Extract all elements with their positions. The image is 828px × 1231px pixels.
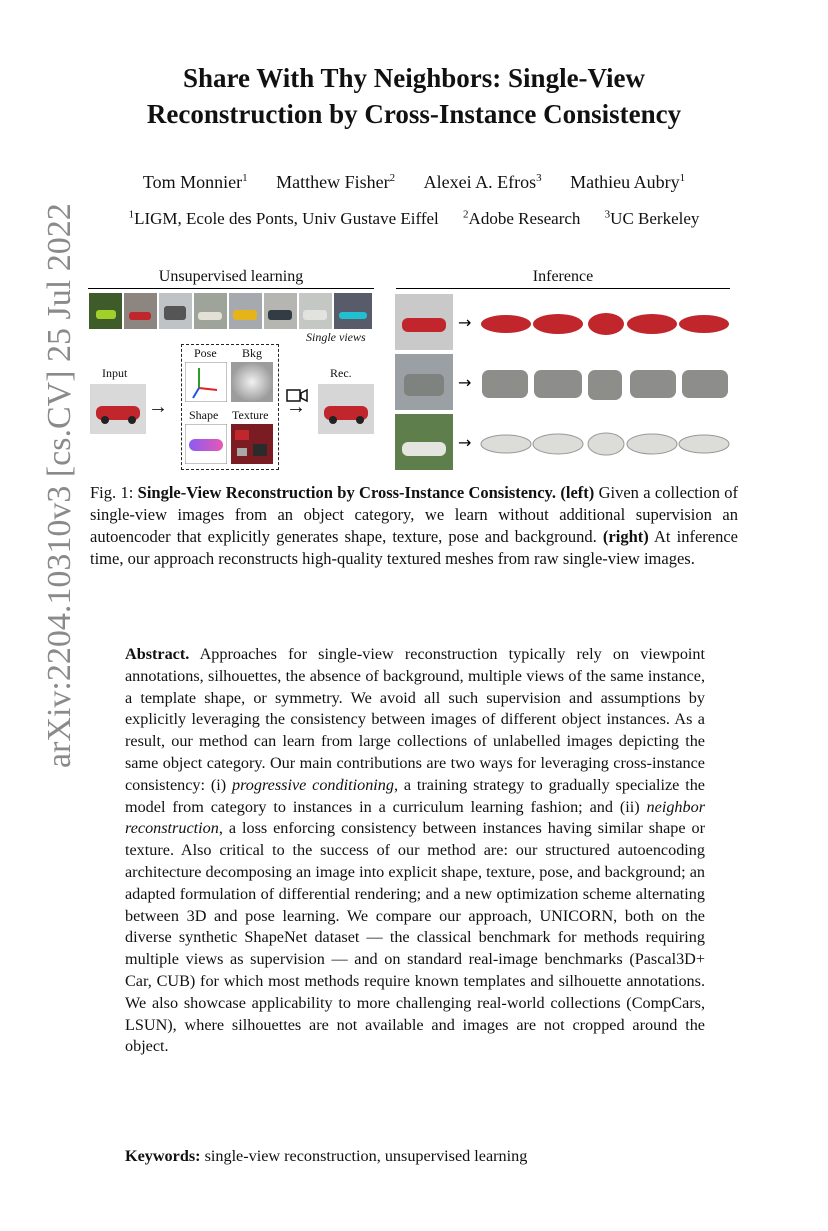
svg-text:→: → [458, 433, 472, 452]
svg-text:→: → [458, 373, 472, 392]
single-views-strip [88, 292, 374, 332]
figure-right-title: Inference [532, 268, 594, 285]
rule [396, 288, 730, 289]
author: Alexei A. Efros$^3$ [423, 172, 542, 192]
single-views-label: Single views [306, 330, 366, 344]
figure-caption: Fig. 1: Single-View Reconstruction by Cross-Instance Consistency. (left) Given a collection of single-view images from an object category, we learn without additional supervision an autoencoder that explicitly generates shape, texture, pose and background. (right) At inference time, our approach reconstructs high-quality textured meshes from raw single-view images. [90, 483, 739, 568]
author-list [60, 172, 768, 193]
svg-text:→: → [458, 313, 472, 332]
arxiv-id: arXiv:2204.10310v3 [cs.CV] 25 Jul 2022 [41, 203, 78, 768]
shape-label: Shape [189, 408, 219, 422]
texture-label: Texture [232, 408, 269, 422]
reconstruction-image [318, 384, 374, 434]
input-image [90, 384, 146, 434]
pose-label: Pose [194, 346, 217, 360]
texture-image [231, 424, 273, 464]
rec-label: Rec. [330, 366, 352, 380]
background-image [231, 362, 273, 402]
bkg-label: Bkg [242, 346, 263, 360]
keywords: Keywords: single-view reconstruction, unsupervised learning [125, 1147, 528, 1165]
author: Tom Monnier$^1$ [142, 172, 248, 192]
author: Mathieu Aubry$^1$ [570, 172, 686, 192]
rule [88, 288, 374, 289]
figure-left-title: Unsupervised learning [158, 268, 304, 285]
abstract: Abstract. Approaches for single-view reconstruction typically rely on viewpoint annotations, silhouettes, the absence of background, multiple views of the same instance, a template shape, or symmetry. We avoid all such supervision and assumptions by explicitly leveraging the consistency between images of different object instances. As a result, our method can learn from large collections of unlabelled images depicting the same object category. Our main contributions are two ways for leveraging cross-instance consistency: (i) progressive conditioning, a training strategy to gradually specialize the model from category to instances in a curriculum learning fashion; and (ii) neighbor reconstruction, a loss enforcing consistency between instances having similar shape or texture. Also critical to the success of our method are: our structured autoencoding architecture decomposing an image into explicit shape, texture, pose, and background; an adapted formulation of differential rendering; and a new optimization scheme alternating between 3D and pose learning. We compare our approach, UNICORN, both on the diverse synthetic ShapeNet dataset — the classical benchmark for methods requiring multiple views as supervision — and on standard real-image benchmarks (Pascal3D+ Car, CUB) for which most methods require known templates and silhouette annotations. We also showcase applicability to more challenging real-world collections (CompCars, LSUN), where silhouettes are not available and images are not cropped around the object. [125, 645, 706, 1056]
author: Matthew Fisher$^2$ [276, 172, 396, 192]
pose-axes-icon [185, 362, 227, 402]
figure-1 [88, 264, 738, 474]
paper-title: Share With Thy Neighbors: Single-View Reconstruction by Cross-Instance Consistency [146, 63, 682, 129]
affiliation: $^1$LIGM, Ecole des Ponts, Univ Gustave Eiffel [128, 208, 439, 228]
affiliation-list [60, 208, 768, 229]
inference-grid [394, 294, 738, 474]
shape-mesh-image [185, 424, 227, 464]
affiliation: $^2$Adobe Research [463, 208, 581, 228]
arrow-right-icon: → [286, 396, 306, 418]
arrow-right-icon: → [148, 396, 168, 418]
input-label: Input [102, 366, 128, 380]
affiliation: $^3$UC Berkeley [604, 208, 700, 228]
